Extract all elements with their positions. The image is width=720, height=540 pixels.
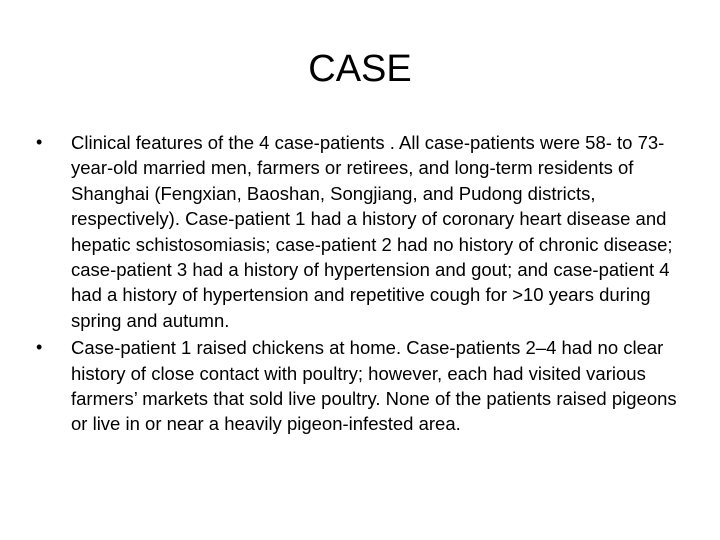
slide-title: CASE	[308, 48, 412, 90]
bullet-text: Case-patient 1 raised chickens at home. Case-patients 2–4 had no clear history of close contact with poultry; however, each had visited various farmers’ markets that sold live poultry. None of the patients raised pigeons or live in or near a heavily pigeon-infested area.	[71, 337, 677, 435]
bullet-item-poultry-exposure	[36, 335, 696, 437]
bullet-dot-icon: •	[36, 337, 43, 358]
bullet-text: Clinical features of the 4 case-patients . All case-patients were 58- to 73-year-old married men, farmers or retirees, and long-term residents of Shanghai (Fengxian, Baoshan, Songjiang, and Pudong districts, respectively). Case-patient 1 had a history of coronary heart disease and hepatic schistosomiasis; case-patient 2 had no history of chronic disease; case-patient 3 had a history of hypertension and gout; and case-patient 4 had a history of hypertension and repetitive cough for >10 years during spring and autumn.	[71, 132, 673, 331]
bullet-list	[36, 130, 696, 439]
bullet-item-clinical-features	[36, 130, 696, 333]
bullet-dot-icon: •	[36, 132, 43, 152]
